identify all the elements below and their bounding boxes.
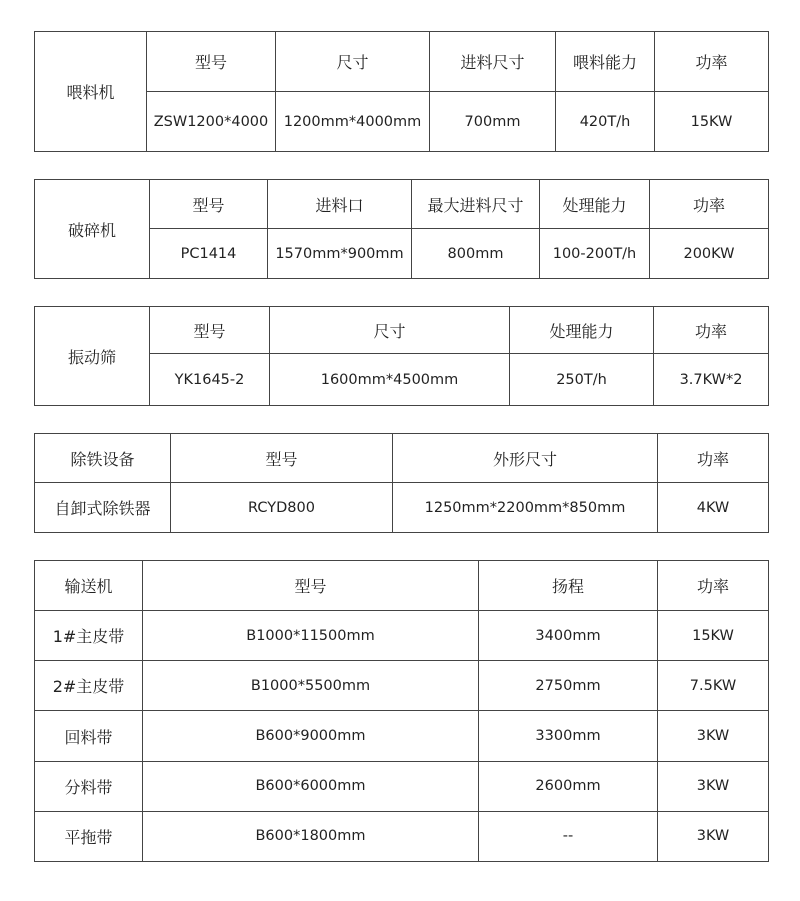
screen-size: 1600mm*4500mm [270,354,510,406]
header-size: 尺寸 [276,32,430,92]
conveyor-name: 平拖带 [35,811,143,861]
conveyor-lift: 2600mm [479,761,658,811]
header-feed-capacity: 喂料能力 [556,32,655,92]
iron-remover-table [34,433,769,533]
conveyor-model: B1000*5500mm [143,661,479,711]
conveyor-lift: 3300mm [479,711,658,761]
crusher-name: 破碎机 [35,180,150,279]
conveyor-lift: 2750mm [479,661,658,711]
conveyor-power: 7.5KW [658,661,769,711]
iron-remover-model: RCYD800 [171,483,393,533]
table-row [35,811,769,861]
conveyor-lift: 3400mm [479,611,658,661]
conveyor-power: 3KW [658,811,769,861]
screen-table [34,306,769,406]
header-model: 型号 [150,180,268,229]
conveyor-model: B600*9000mm [143,711,479,761]
table-row [35,611,769,661]
table-row [35,761,769,811]
screen-name: 振动筛 [35,307,150,406]
feeder-capacity: 420T/h [556,92,655,152]
conveyor-model: B600*1800mm [143,811,479,861]
feeder-power: 15KW [655,92,769,152]
screen-capacity: 250T/h [510,354,654,406]
iron-remover-power: 4KW [658,483,769,533]
header-capacity: 处理能力 [510,307,654,354]
header-power: 功率 [658,561,769,611]
header-power: 功率 [658,434,769,483]
conveyor-name: 分料带 [35,761,143,811]
header-power: 功率 [654,307,769,354]
header-feed-size: 进料尺寸 [430,32,556,92]
conveyor-lift: -- [479,811,658,861]
crusher-table [34,179,769,279]
feeder-size: 1200mm*4000mm [276,92,430,152]
crusher-capacity: 100-200T/h [540,229,650,279]
header-model: 型号 [150,307,270,354]
conveyor-model: B600*6000mm [143,761,479,811]
feeder-table [34,31,769,152]
conveyor-name: 回料带 [35,711,143,761]
feeder-name: 喂料机 [35,32,147,152]
header-feed-opening: 进料口 [268,180,412,229]
header-model: 型号 [171,434,393,483]
crusher-power: 200KW [650,229,769,279]
table-row [35,711,769,761]
header-iron-equipment: 除铁设备 [35,434,171,483]
header-max-feed-size: 最大进料尺寸 [412,180,540,229]
header-capacity: 处理能力 [540,180,650,229]
header-outline-size: 外形尺寸 [393,434,658,483]
header-size: 尺寸 [270,307,510,354]
crusher-model: PC1414 [150,229,268,279]
feeder-feed-size: 700mm [430,92,556,152]
header-lift: 扬程 [479,561,658,611]
header-conveyor: 输送机 [35,561,143,611]
iron-remover-type: 自卸式除铁器 [35,483,171,533]
header-power: 功率 [655,32,769,92]
header-model: 型号 [143,561,479,611]
crusher-max-feed-size: 800mm [412,229,540,279]
iron-remover-size: 1250mm*2200mm*850mm [393,483,658,533]
conveyor-power: 15KW [658,611,769,661]
conveyor-power: 3KW [658,761,769,811]
crusher-feed-opening: 1570mm*900mm [268,229,412,279]
header-power: 功率 [650,180,769,229]
header-model: 型号 [147,32,276,92]
conveyor-model: B1000*11500mm [143,611,479,661]
conveyor-name: 2#主皮带 [35,661,143,711]
conveyor-name: 1#主皮带 [35,611,143,661]
screen-model: YK1645-2 [150,354,270,406]
conveyor-power: 3KW [658,711,769,761]
table-row [35,661,769,711]
feeder-model: ZSW1200*4000 [147,92,276,152]
conveyor-table [34,560,769,862]
screen-power: 3.7KW*2 [654,354,769,406]
